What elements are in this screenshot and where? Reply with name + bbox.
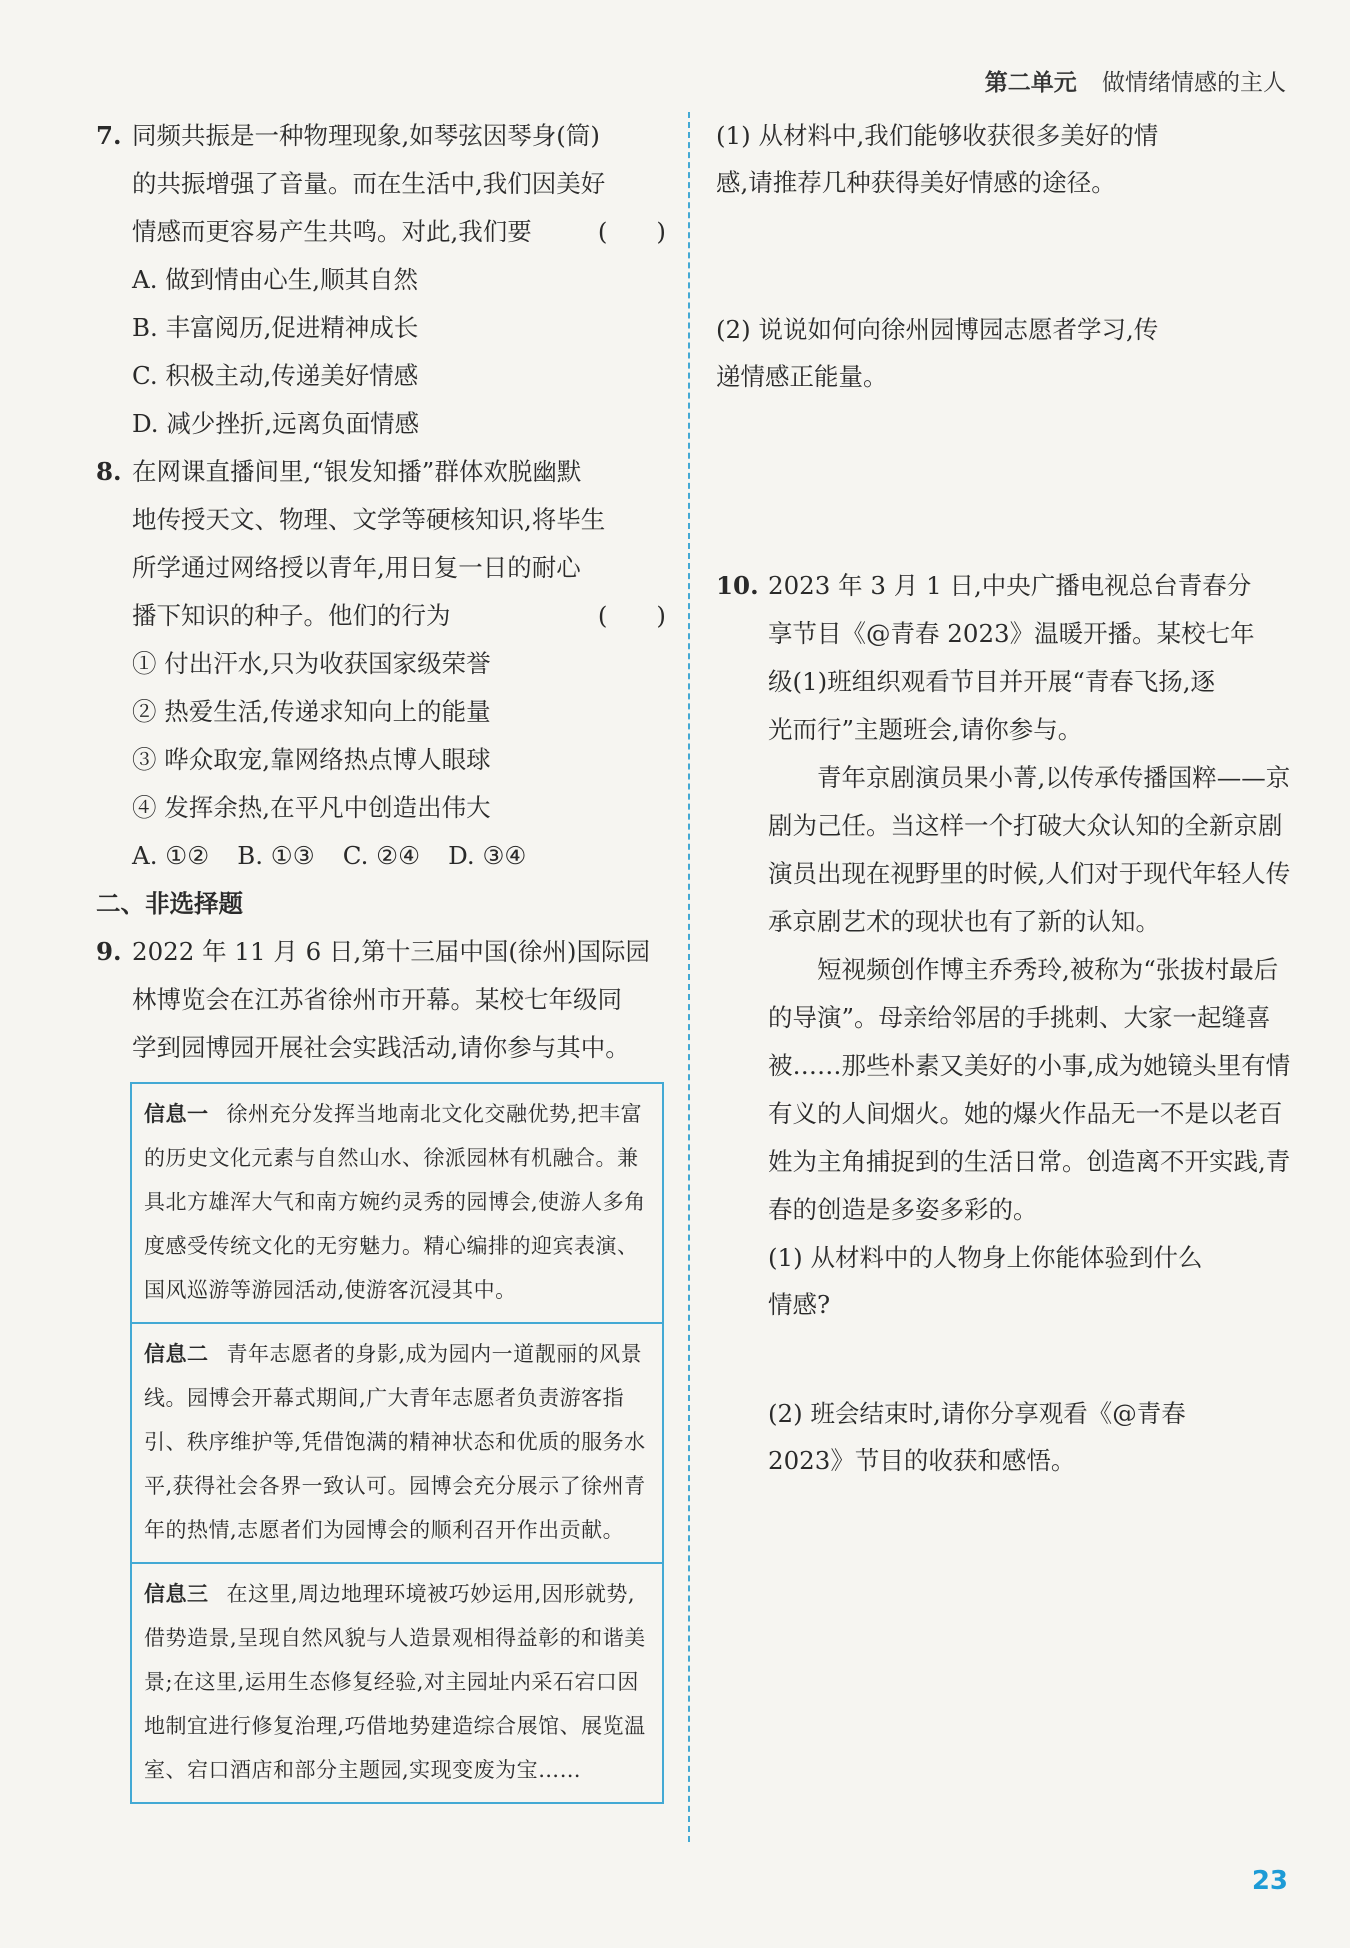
question-8 <box>96 448 666 880</box>
question-stem-line: 2023 年 3 月 1 日,中央广播电视总台青春分 <box>768 571 1252 600</box>
question-number: 10. <box>716 571 759 600</box>
material-paragraph-1: 青年京剧演员果小菁,以传承传播国粹——京剧为己任。当这样一个打破大众认知的全新京剧演员出现在视野里的时候,人们对于现代年轻人传承京剧艺术的现状也有了新的认知。 <box>768 763 1291 936</box>
question-stem-line: 的共振增强了音量。而在生活中,我们因美好 <box>132 169 606 198</box>
info-box <box>130 1082 664 1804</box>
subquestion-line: 感,请推荐几种获得美好情感的途径。 <box>716 168 1116 197</box>
subquestion-line: 递情感正能量。 <box>716 362 888 391</box>
info-text: 在这里,周边地理环境被巧妙运用,因形就势,借势造景,呈现自然风貌与人造景观相得益彰的和谐美景;在这里,运用生态修复经验,对主园址内采石宕口因地制宜进行修复治理,巧借地势建造综合展馆、展览温室、宕口酒店和部分主题园,实现变废为宝…… <box>144 1582 646 1782</box>
question-number: 9. <box>96 937 122 966</box>
question-stem-line: 所学通过网络授以青年,用日复一日的耐心 <box>132 553 581 582</box>
option-c: C. 积极主动,传递美好情感 <box>132 361 419 390</box>
material-paragraph-2: 短视频创作博主乔秀玲,被称为“张拔村最后的导演”。母亲给邻居的手挑刺、大家一起缝喜被……那些朴素又美好的小事,成为她镜头里有情有义的人间烟火。她的爆火作品无一不是以老百姓为主角捕捉到的生活日常。创造离不开实践,青春的创造是多姿多彩的。 <box>768 955 1291 1224</box>
subquestion-line: (1) 从材料中的人物身上你能体验到什么 <box>768 1243 1203 1272</box>
subquestion-line: (2) 班会结束时,请你分享观看《@青春 <box>768 1399 1186 1428</box>
question-7 <box>96 112 666 448</box>
question-9 <box>96 928 666 1072</box>
unit-label: 第二单元 <box>984 70 1077 96</box>
question-stem-line: 光而行”主题班会,请你参与。 <box>768 715 1083 744</box>
info-block-2 <box>132 1322 662 1562</box>
answer-blank[interactable]: ( ) <box>597 217 666 246</box>
option-b: B. ①③ <box>237 841 315 870</box>
question-stem-line: 林博览会在江苏省徐州市开幕。某校七年级同 <box>132 985 622 1014</box>
subquestion-line: (2) 说说如何向徐州园博园志愿者学习,传 <box>716 315 1159 344</box>
info-block-1 <box>132 1084 662 1322</box>
right-column <box>716 112 1294 1484</box>
q10-subquestion-1 <box>768 1234 1294 1328</box>
q9-subquestion-1 <box>716 112 1294 206</box>
option-a: A. 做到情由心生,顺其自然 <box>132 265 419 294</box>
question-stem-line: 在网课直播间里,“银发知播”群体欢脱幽默 <box>132 457 582 486</box>
question-stem-line: 级(1)班组织观看节目并开展“青春飞扬,逐 <box>768 667 1216 696</box>
question-10 <box>716 562 1294 1484</box>
question-stem-line: 学到园博园开展社会实践活动,请你参与其中。 <box>132 1033 630 1062</box>
answer-space[interactable] <box>768 1328 1294 1390</box>
statement-1: ① 付出汗水,只为收获国家级荣誉 <box>132 649 491 678</box>
question-number: 7. <box>96 121 122 150</box>
option-d: D. ③④ <box>448 841 527 870</box>
question-stem-line: 情感而更容易产生共鸣。对此,我们要 <box>132 217 532 246</box>
q9-subquestion-2 <box>716 306 1294 400</box>
column-divider <box>688 112 690 1842</box>
option-a: A. ①② <box>132 841 210 870</box>
info-label: 信息二 <box>144 1342 209 1366</box>
info-text: 青年志愿者的身影,成为园内一道靓丽的风景线。园博会开幕式期间,广大青年志愿者负责游客指引、秩序维护等,凭借饱满的精神状态和优质的服务水平,获得社会各界一致认可。园博会充分展示了徐州青年的热情,志愿者们为园博会的顺利召开作出贡献。 <box>144 1342 646 1542</box>
answer-space[interactable] <box>716 400 1294 562</box>
info-label: 信息一 <box>144 1102 209 1126</box>
question-stem-line: 享节目《@青春 2023》温暖开播。某校七年 <box>768 619 1255 648</box>
subquestion-line: (1) 从材料中,我们能够收获很多美好的情 <box>716 121 1159 150</box>
statement-2: ② 热爱生活,传递求知向上的能量 <box>132 697 491 726</box>
section-title: 二、非选择题 <box>96 889 243 918</box>
statement-4: ④ 发挥余热,在平凡中创造出伟大 <box>132 793 491 822</box>
question-stem-line: 地传授天文、物理、文学等硬核知识,将毕生 <box>132 505 606 534</box>
left-column <box>96 112 666 1804</box>
answer-blank[interactable]: ( ) <box>597 601 666 630</box>
info-label: 信息三 <box>144 1582 209 1606</box>
page-number: 23 <box>1251 1866 1288 1896</box>
option-b: B. 丰富阅历,促进精神成长 <box>132 313 419 342</box>
option-c: C. ②④ <box>342 841 421 870</box>
answer-space[interactable] <box>716 206 1294 306</box>
unit-title: 做情绪情感的主人 <box>1102 70 1286 96</box>
q10-subquestion-2 <box>768 1390 1294 1484</box>
info-text: 徐州充分发挥当地南北文化交融优势,把丰富的历史文化元素与自然山水、徐派园林有机融合。兼具北方雄浑大气和南方婉约灵秀的园博会,使游人多角度感受传统文化的无穷魅力。精心编排的迎宾表演、国风巡游等游园活动,使游客沉浸其中。 <box>144 1102 646 1302</box>
question-stem-line: 同频共振是一种物理现象,如琴弦因琴身(筒) <box>132 121 600 150</box>
question-stem-line: 播下知识的种子。他们的行为 <box>132 601 451 630</box>
subquestion-line: 情感? <box>768 1290 831 1319</box>
statement-3: ③ 哗众取宠,靠网络热点博人眼球 <box>132 745 491 774</box>
running-header <box>985 64 1286 97</box>
subquestion-line: 2023》节目的收获和感悟。 <box>768 1446 1076 1475</box>
option-d: D. 减少挫折,远离负面情感 <box>132 409 420 438</box>
option-row <box>96 832 666 880</box>
info-block-3 <box>132 1562 662 1802</box>
question-stem-line: 2022 年 11 月 6 日,第十三届中国(徐州)国际园 <box>132 937 650 966</box>
question-number: 8. <box>96 457 122 486</box>
